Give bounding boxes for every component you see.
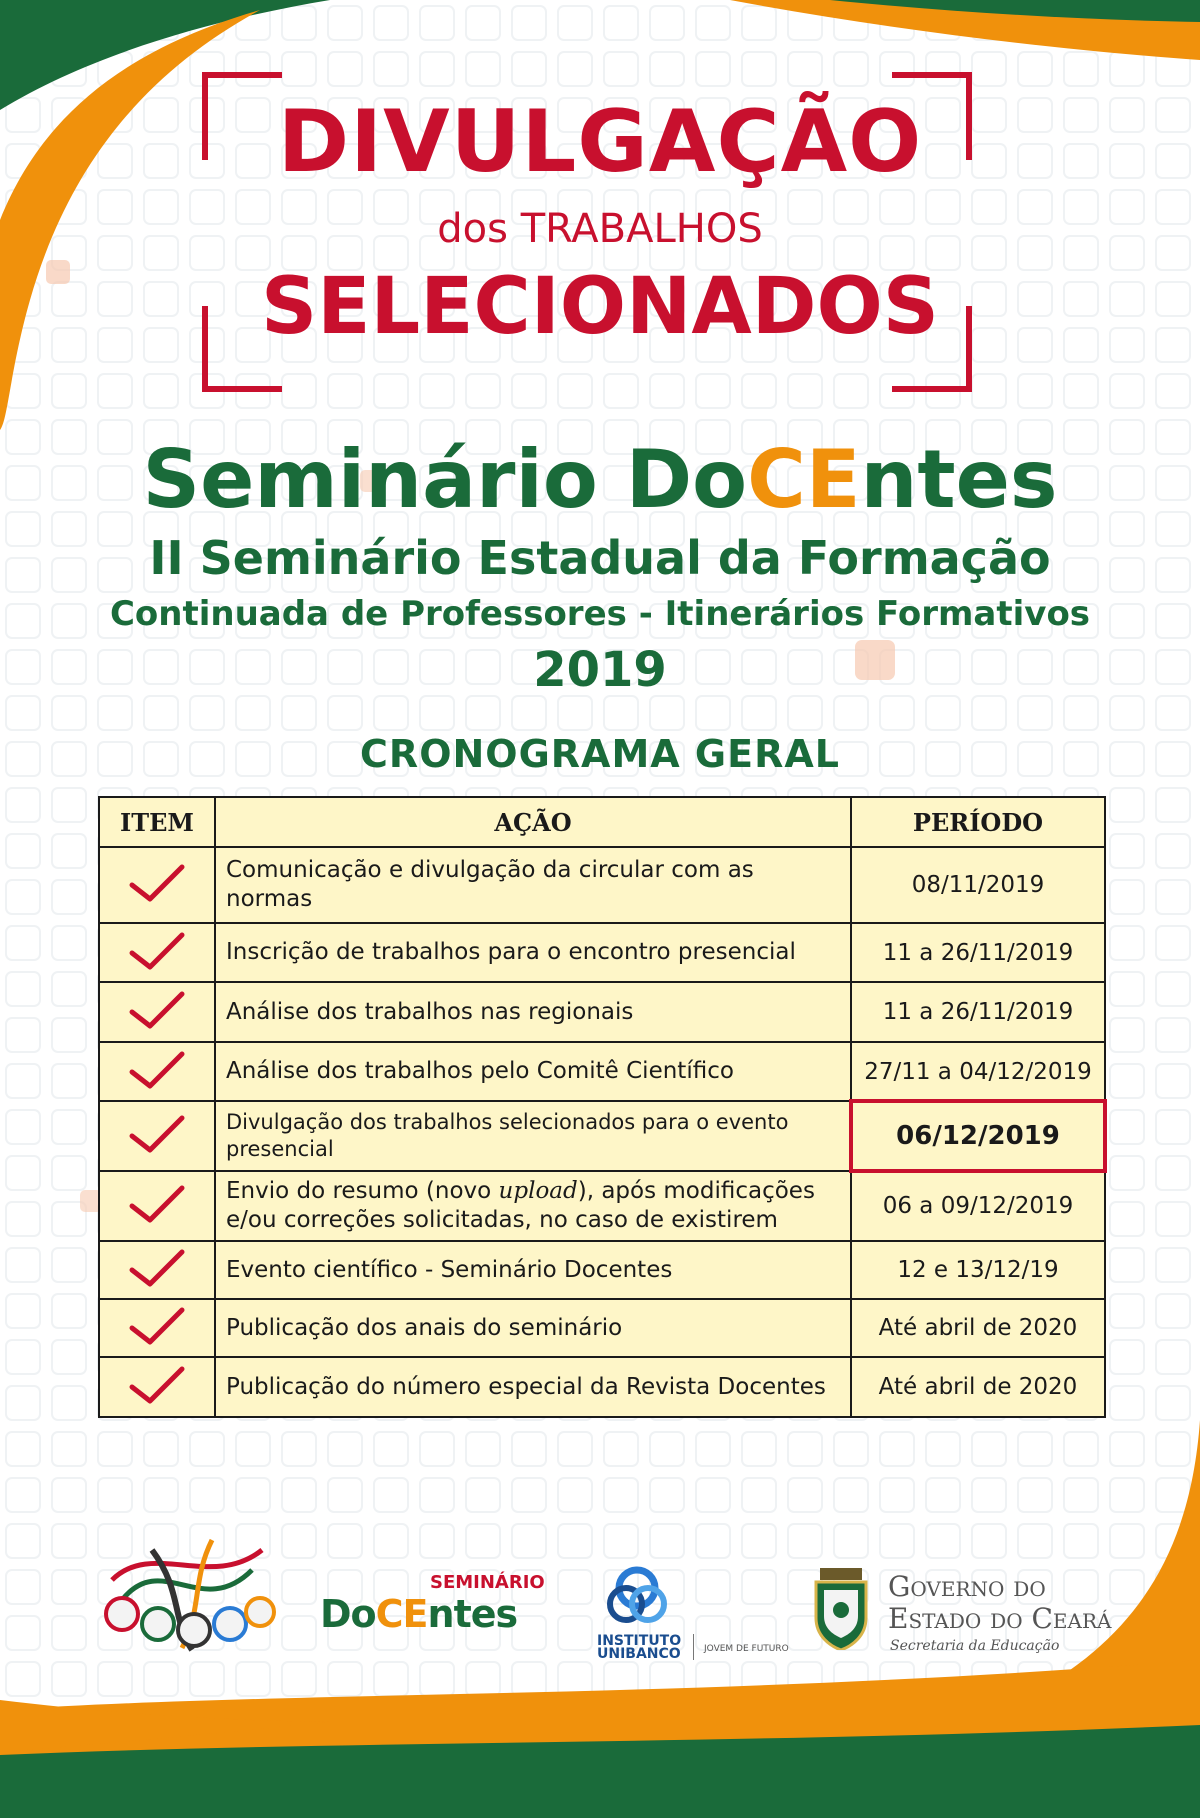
table-header-row: [99, 797, 1105, 847]
event-title-part3: ntes: [860, 433, 1058, 526]
period-cell: 12 e 13/12/19: [851, 1241, 1105, 1299]
action-cell: Publicação do número especial da Revista Docentes: [215, 1357, 851, 1417]
docentes-logo-part1: Do: [320, 1592, 376, 1636]
column-header-action: AÇÃO: [215, 797, 851, 847]
table-row: [99, 923, 1105, 982]
period-cell: 08/11/2019: [851, 847, 1105, 923]
action-text-pre: Envio do resumo (novo: [226, 1178, 499, 1204]
governo-ceara-line3: Secretaria da Educação: [890, 1638, 1060, 1654]
table-row: [99, 1299, 1105, 1357]
action-cell: Inscrição de trabalhos para o encontro presencial: [215, 923, 851, 982]
action-cell: Divulgação dos trabalhos selecionados para o evento presencial: [215, 1101, 851, 1171]
docentes-logo-small: SEMINÁRIO: [430, 1572, 545, 1593]
action-text-upload: upload: [498, 1178, 578, 1204]
ceara-coat-of-arms-icon: [812, 1568, 870, 1650]
table-row: [99, 1101, 1105, 1171]
event-year: 2019: [533, 642, 667, 698]
check-icon: [128, 990, 186, 1030]
table-row: [99, 1171, 1105, 1241]
action-cell: Comunicação e divulgação da circular com as normas: [215, 847, 851, 923]
table-row: [99, 1357, 1105, 1417]
period-cell: 11 a 26/11/2019: [851, 982, 1105, 1042]
table-row: [99, 1241, 1105, 1299]
check-icon: [128, 1248, 186, 1288]
instituto-unibanco-line2: UNIBANCO: [597, 1646, 681, 1662]
logo-divider: [693, 1634, 694, 1660]
action-cell: Análise dos trabalhos pelo Comitê Científico: [215, 1042, 851, 1101]
action-cell: Análise dos trabalhos nas regionais: [215, 982, 851, 1042]
period-cell-highlighted: 06/12/2019: [851, 1101, 1105, 1171]
table-row: [99, 847, 1105, 923]
headline-divulgacao: DIVULGAÇÃO: [277, 92, 923, 192]
action-cell: [215, 1171, 851, 1241]
period-cell: 06 a 09/12/2019: [851, 1171, 1105, 1241]
headline-dos-trabalhos: dos TRABALHOS: [437, 206, 763, 252]
docentes-logo-part2: CE: [375, 1592, 428, 1636]
item-cell: [99, 1241, 215, 1299]
item-cell: [99, 847, 215, 923]
governo-ceara-line2: Estado do Ceará: [888, 1602, 1112, 1635]
check-icon: [128, 1184, 186, 1224]
table-row: [99, 982, 1105, 1042]
item-cell: [99, 1042, 215, 1101]
table-row: [99, 1042, 1105, 1101]
check-icon: [128, 1365, 186, 1405]
formative-paths-logo: [92, 1530, 278, 1658]
column-header-period: PERÍODO: [851, 797, 1105, 847]
column-header-item: ITEM: [99, 797, 215, 847]
item-cell: [99, 1101, 215, 1171]
period-cell: Até abril de 2020: [851, 1299, 1105, 1357]
docentes-logo-text: [320, 1592, 517, 1636]
period-cell: Até abril de 2020: [851, 1357, 1105, 1417]
period-cell: 27/11 a 04/12/2019: [851, 1042, 1105, 1101]
period-cell: 11 a 26/11/2019: [851, 923, 1105, 982]
governo-ceara-line1: Governo do: [888, 1570, 1046, 1603]
instituto-unibanco-icon: [604, 1566, 670, 1626]
check-icon: [128, 1050, 186, 1090]
instituto-unibanco-line1: INSTITUTO: [597, 1633, 682, 1649]
action-text-post: ), após modificações e/ou correções solicitadas, no caso de existirem: [226, 1178, 815, 1233]
action-cell: Evento científico - Seminário Docentes: [215, 1241, 851, 1299]
event-subtitle-1: II Seminário Estadual da Formação: [149, 531, 1051, 585]
event-title-part1: Seminário Do: [142, 433, 748, 526]
item-cell: [99, 1357, 215, 1417]
check-icon: [128, 863, 186, 903]
check-icon: [128, 1114, 186, 1154]
item-cell: [99, 1299, 215, 1357]
event-title-part2: CE: [747, 433, 861, 526]
item-cell: [99, 923, 215, 982]
check-icon: [128, 931, 186, 971]
check-icon: [128, 1306, 186, 1346]
docentes-logo-part3: ntes: [427, 1592, 518, 1636]
item-cell: [99, 982, 215, 1042]
event-title: [0, 432, 1200, 528]
headline-selecionados: SELECIONADOS: [261, 262, 939, 352]
schedule-title: CRONOGRAMA GERAL: [360, 732, 840, 776]
jovem-de-futuro-text: JOVEM DE FUTURO: [704, 1644, 789, 1654]
partner-logos: [0, 1530, 1200, 1670]
action-cell: Publicação dos anais do seminário: [215, 1299, 851, 1357]
schedule-table: [98, 796, 1106, 1418]
item-cell: [99, 1171, 215, 1241]
event-subtitle-2: Continuada de Professores - Itinerários Formativos: [109, 594, 1091, 634]
